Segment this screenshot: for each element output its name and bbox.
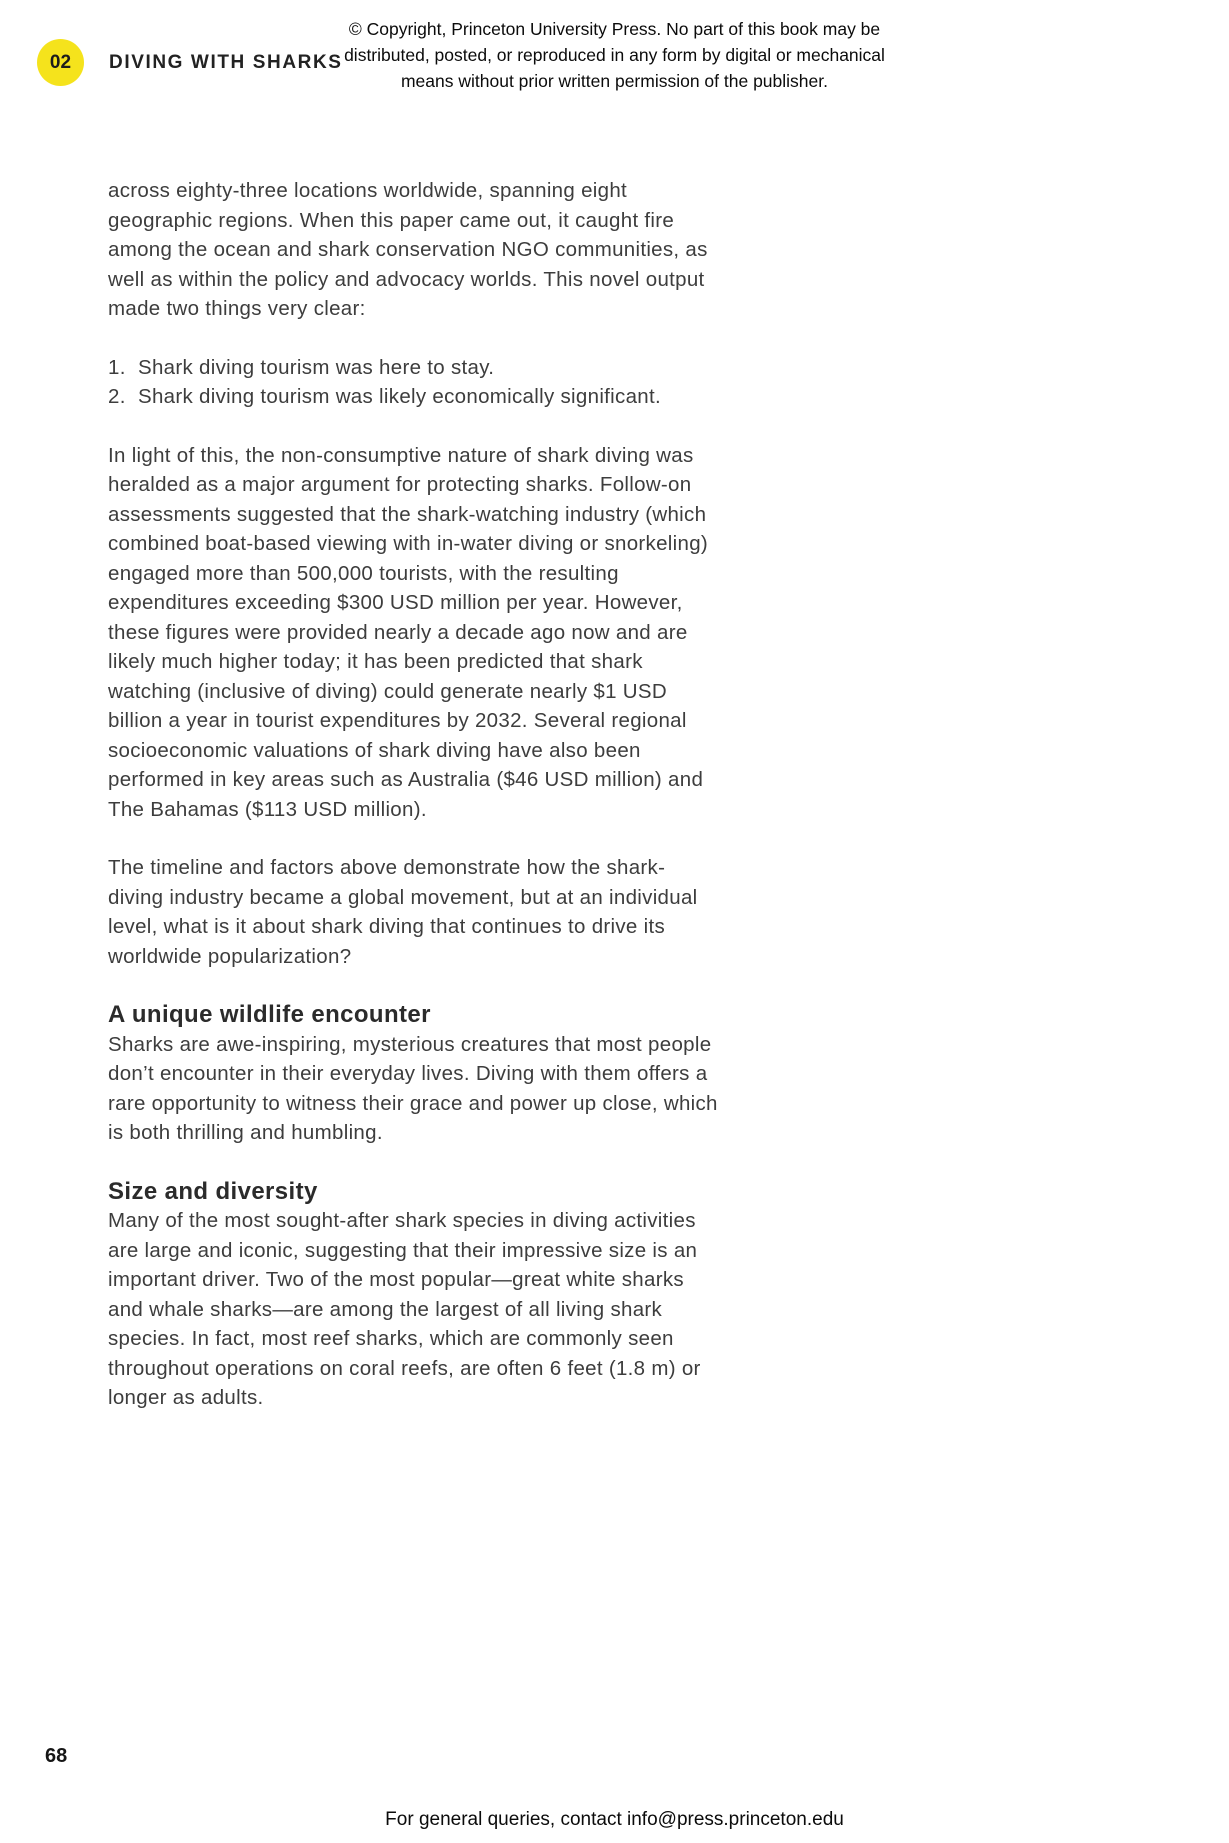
numbered-list [108, 353, 720, 412]
list-item-text: Shark diving tourism was likely economically significant. [138, 385, 661, 408]
copyright-line: means without prior written permission of the publisher. [400, 71, 828, 91]
section-heading-wildlife-encounter: A unique wildlife encounter [108, 1001, 431, 1028]
page-number: 68 [45, 1745, 68, 1767]
body-paragraph-size-diversity: Many of the most sought-after shark species in diving activities are large and iconic, suggesting that their impressive size is an important driver. Two of the most popular—great white sharks and whale sharks—are among the largest of all living shark species. In fact, most reef sharks, which are commonly seen throughout operations on coral reefs, are often 6 feet (1.8 m) or longer as adults. [108, 1209, 701, 1409]
list-item [108, 353, 720, 383]
body-text-column [108, 176, 720, 1442]
list-item [108, 382, 720, 412]
body-paragraph-economics: In light of this, the non-consumptive nature of shark diving was heralded as a major argument for protecting sharks. Follow-on assessments suggested that the shark-watching industry (which combined boat-based viewing with in-water diving or snorkeling) engaged more than 500,000 tourists, with the resulting expenditures exceeding $300 USD million per year. However, these figures were provided nearly a decade ago now and are likely much higher today; it has been predicted that shark watching (inclusive of diving) could generate nearly $1 USD billion a year in tourist expenditures by 2032. Several regional socioeconomic valuations of shark diving have also been performed in key areas such as Australia ($46 USD million) and The Bahamas ($113 USD million). [108, 443, 709, 821]
list-item-number: 1. [108, 355, 126, 379]
body-paragraph-intro: across eighty-three locations worldwide, spanning eight geographic regions. When this paper came out, it caught fire among the ocean and shark conservation NGO communities, as well as within the policy and advocacy worlds. This novel output made two things very clear: [108, 179, 708, 320]
chapter-number-badge [37, 39, 84, 86]
copyright-line: distributed, posted, or reproduced in any form by digital or mechanical [344, 45, 885, 65]
body-paragraph-wildlife-encounter: Sharks are awe-inspiring, mysterious creatures that most people don’t encounter in their everyday lives. Diving with them offers a rare opportunity to witness their grace and power up close, which is both thrilling and humbling. [108, 1032, 718, 1144]
chapter-title: DIVING WITH SHARKS [109, 52, 343, 73]
copyright-line: © Copyright, Princeton University Press. No part of this book may be [348, 19, 881, 39]
body-paragraph-timeline: The timeline and factors above demonstrate how the shark-diving industry became a global movement, but at an individual level, what is it about shark diving that continues to drive its worldwide popularization? [108, 856, 698, 968]
list-item-text: Shark diving tourism was here to stay. [138, 355, 495, 379]
footer-contact-line: For general queries, contact info@press.princeton.edu [385, 1809, 844, 1830]
section-heading-size-diversity: Size and diversity [108, 1177, 318, 1205]
chapter-number: 02 [49, 51, 72, 73]
copyright-notice [285, 16, 945, 94]
list-item-number: 2. [108, 385, 126, 408]
